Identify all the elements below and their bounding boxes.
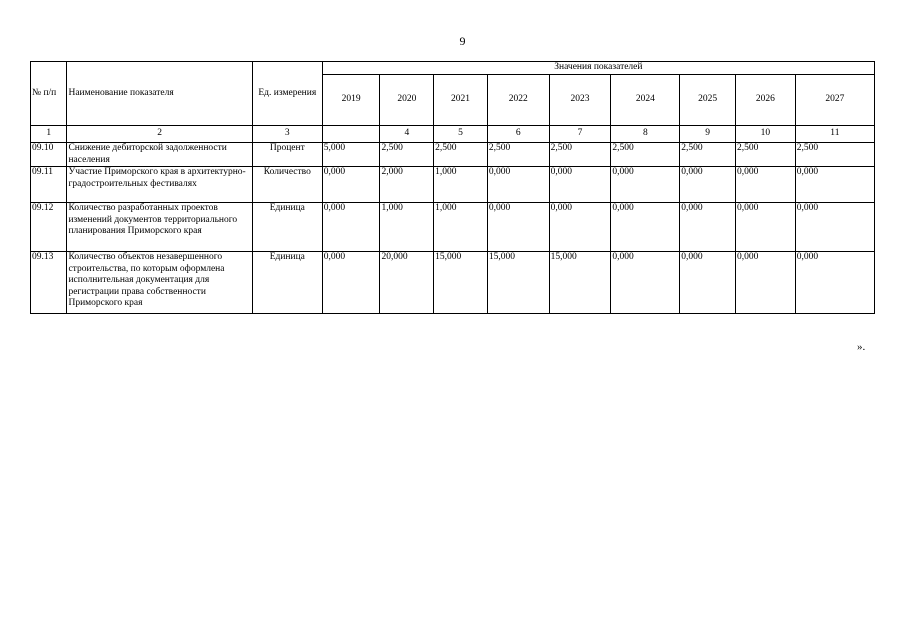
header-name: Наименование показателя — [67, 62, 252, 126]
value-cell: 2,500 — [611, 143, 680, 167]
value-cell: 0,000 — [611, 203, 680, 252]
value-cell: 1,000 — [380, 203, 434, 252]
value-cell: 2,500 — [434, 143, 488, 167]
indicator-name: Количество объектов незавершенного строительства, по которым оформлена исполнительная документация для регистрации права собственности Приморского края — [67, 252, 252, 314]
unit-cell: Количество — [252, 167, 322, 203]
column-number: 8 — [611, 126, 680, 143]
value-cell: 0,000 — [735, 203, 795, 252]
value-cell: 0,000 — [735, 167, 795, 203]
row-number: 09.11 — [31, 167, 67, 203]
header-year: 2022 — [487, 75, 549, 126]
value-cell: 1,000 — [434, 203, 488, 252]
row-number: 09.10 — [31, 143, 67, 167]
value-cell: 2,500 — [735, 143, 795, 167]
table-row — [31, 167, 875, 203]
unit-cell: Процент — [252, 143, 322, 167]
value-cell: 0,000 — [487, 203, 549, 252]
column-number: 2 — [67, 126, 252, 143]
value-cell: 0,000 — [487, 167, 549, 203]
value-cell: 2,500 — [380, 143, 434, 167]
value-cell: 0,000 — [322, 167, 380, 203]
indicators-table — [30, 61, 875, 314]
value-cell: 0,000 — [549, 167, 611, 203]
value-cell: 0,000 — [680, 167, 736, 203]
header-year: 2020 — [380, 75, 434, 126]
header-year: 2023 — [549, 75, 611, 126]
value-cell: 2,500 — [795, 143, 874, 167]
value-cell: 15,000 — [434, 252, 488, 314]
value-cell: 2,500 — [549, 143, 611, 167]
indicator-name: Снижение дебиторской задолженности населения — [67, 143, 252, 167]
page-number: 9 — [459, 34, 466, 48]
header-year: 2024 — [611, 75, 680, 126]
table-row — [31, 143, 875, 167]
value-cell: 0,000 — [795, 203, 874, 252]
column-number: 5 — [434, 126, 488, 143]
column-number: 7 — [549, 126, 611, 143]
column-number: 3 — [252, 126, 322, 143]
row-number: 09.13 — [31, 252, 67, 314]
column-number: 10 — [735, 126, 795, 143]
column-number: 6 — [487, 126, 549, 143]
indicator-name: Количество разработанных проектов изменений документов территориального планирования Приморского края — [67, 203, 252, 252]
value-cell: 0,000 — [680, 203, 736, 252]
unit-cell: Единица — [252, 203, 322, 252]
column-number: 1 — [31, 126, 67, 143]
value-cell: 2,500 — [680, 143, 736, 167]
header-year: 2027 — [795, 75, 874, 126]
value-cell: 0,000 — [322, 203, 380, 252]
value-cell: 0,000 — [322, 252, 380, 314]
column-number: 9 — [680, 126, 736, 143]
column-number: 11 — [795, 126, 874, 143]
value-cell: 5,000 — [322, 143, 380, 167]
value-cell: 2,500 — [487, 143, 549, 167]
header-year: 2019 — [322, 75, 380, 126]
header-year: 2021 — [434, 75, 488, 126]
column-number: 4 — [380, 126, 434, 143]
indicator-name: Участие Приморского края в архитектурно-градостроительных фестивалях — [67, 167, 252, 203]
column-number — [322, 126, 380, 143]
table-row — [31, 203, 875, 252]
value-cell: 20,000 — [380, 252, 434, 314]
value-cell: 0,000 — [611, 167, 680, 203]
header-values-group: Значения показателей — [322, 62, 874, 75]
value-cell: 2,000 — [380, 167, 434, 203]
row-number: 09.12 — [31, 203, 67, 252]
value-cell: 0,000 — [795, 167, 874, 203]
value-cell: 0,000 — [795, 252, 874, 314]
value-cell: 15,000 — [487, 252, 549, 314]
header-num: № п/п — [31, 62, 67, 126]
table-row — [31, 252, 875, 314]
header-year: 2026 — [735, 75, 795, 126]
value-cell: 1,000 — [434, 167, 488, 203]
value-cell: 0,000 — [549, 203, 611, 252]
value-cell: 15,000 — [549, 252, 611, 314]
value-cell: 0,000 — [680, 252, 736, 314]
closing-quote-mark: ». — [857, 341, 866, 353]
header-year: 2025 — [680, 75, 736, 126]
value-cell: 0,000 — [611, 252, 680, 314]
value-cell: 0,000 — [735, 252, 795, 314]
unit-cell: Единица — [252, 252, 322, 314]
header-unit: Ед. измерения — [252, 62, 322, 126]
